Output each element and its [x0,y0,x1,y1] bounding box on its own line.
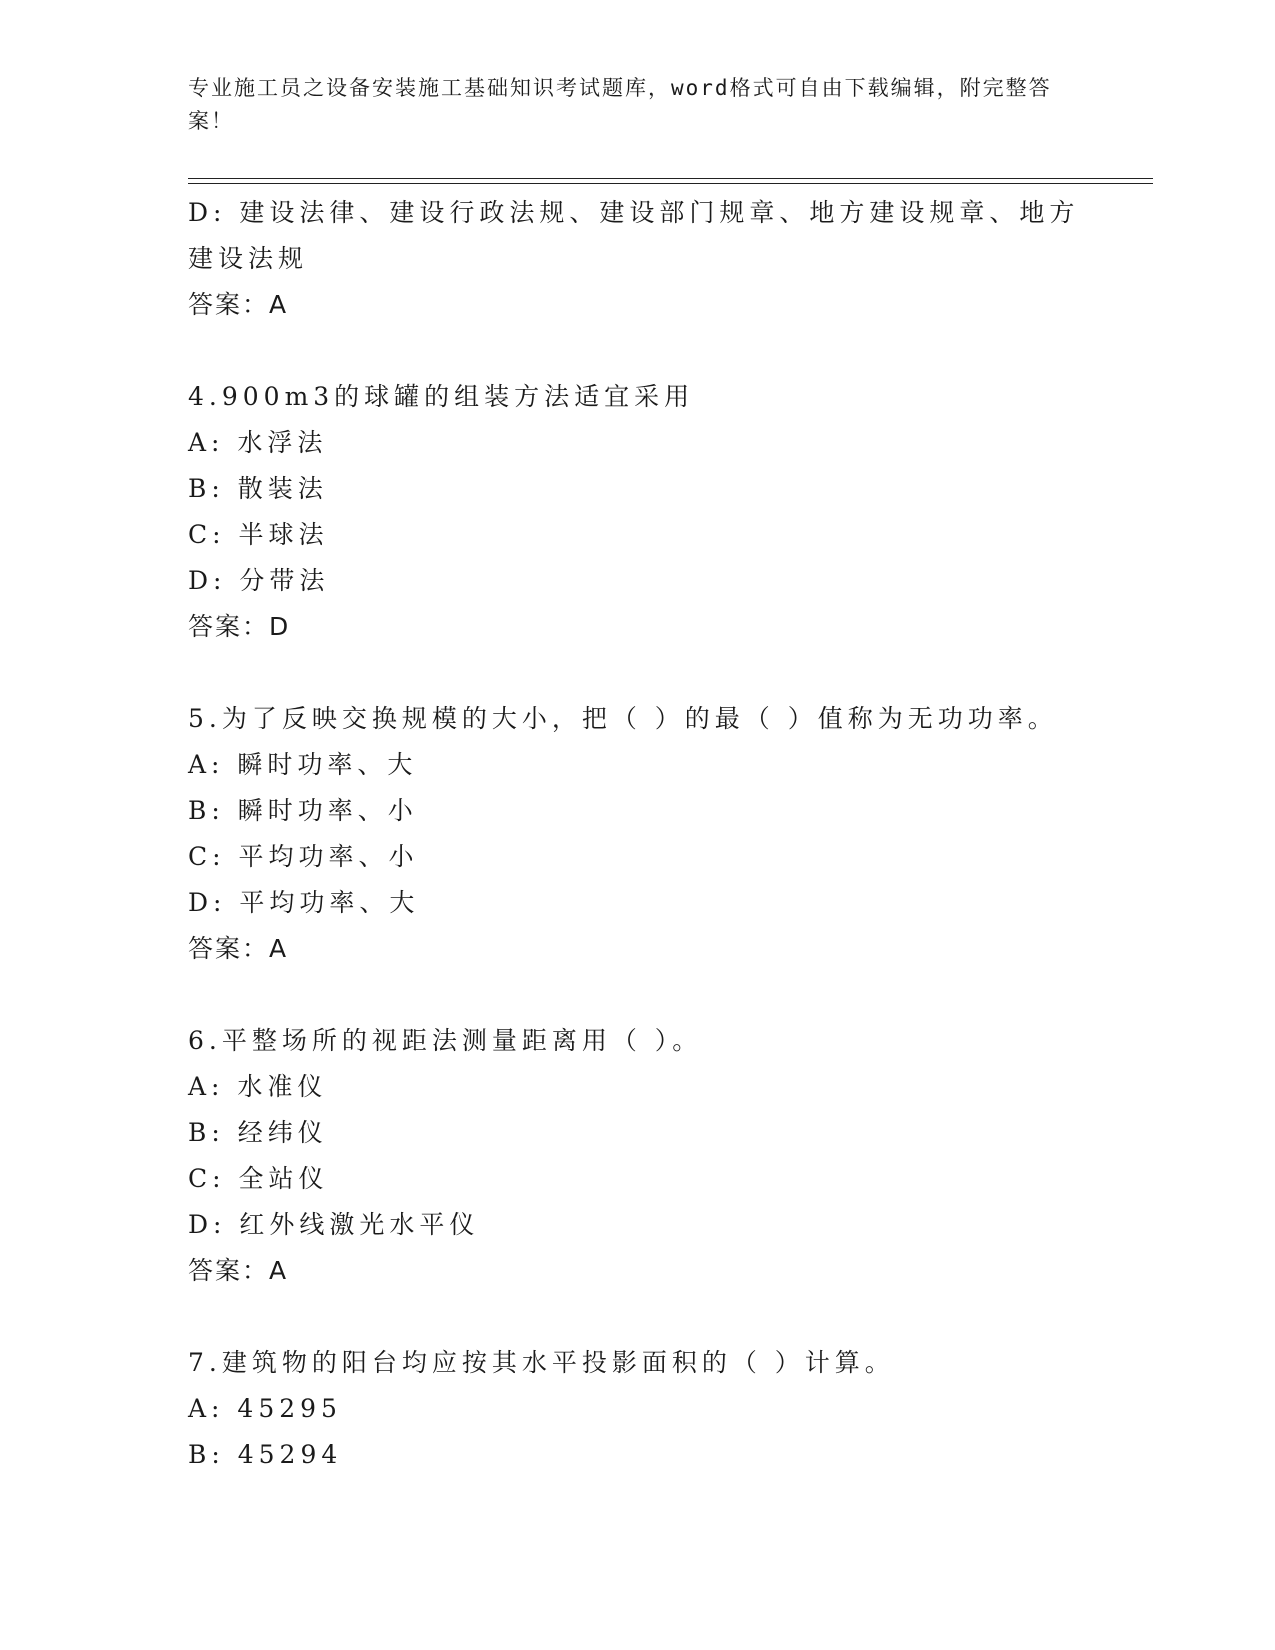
question-stem: 6.平整场所的视距法测量距离用（ ）。 [188,1026,703,1055]
question-4 [188,374,1088,650]
option-a: A: 水准仪 [188,1072,328,1101]
question-5 [188,696,1088,972]
question-7 [188,1340,1088,1478]
option-a: A: 45295 [188,1394,342,1423]
option-b: B: 瞬时功率、小 [188,796,418,825]
option-d: D: 平均功率、大 [188,888,420,917]
prev-question-tail [188,190,1088,328]
option-b: B: 散装法 [188,474,328,503]
option-c: C: 平均功率、小 [188,842,419,871]
option-d: D: 红外线激光水平仪 [188,1210,480,1239]
question-stem: 7.建筑物的阳台均应按其水平投影面积的（ ）计算。 [188,1348,895,1377]
option-d: D: 分带法 [188,566,330,595]
question-stem: 5.为了反映交换规模的大小，把（ ）的最（ ）值称为无功功率。 [188,704,1058,733]
option-a: A: 水浮法 [188,428,328,457]
option-c: C: 全站仪 [188,1164,329,1193]
question-list [188,190,1088,1478]
answer-line: 答案：A [188,1256,289,1285]
document-header: 专业施工员之设备安装施工基础知识考试题库，word格式可自由下载编辑，附完整答案！ [188,76,1052,133]
answer-line: 答案：D [188,612,291,641]
answer-line: 答案：A [188,290,289,319]
option-d: D: 建设法律、建设行政法规、建设部门规章、地方建设规章、地方建设法规 [188,198,1080,273]
option-a: A: 瞬时功率、大 [188,750,418,779]
header-rule-top [188,178,1153,179]
header-rule-bottom [188,183,1153,184]
answer-line: 答案：A [188,934,289,963]
option-b: B: 45294 [188,1440,343,1469]
option-b: B: 经纬仪 [188,1118,328,1147]
option-c: C: 半球法 [188,520,329,549]
question-stem: 4.900m3的球罐的组装方法适宜采用 [188,382,695,411]
question-6 [188,1018,1088,1294]
